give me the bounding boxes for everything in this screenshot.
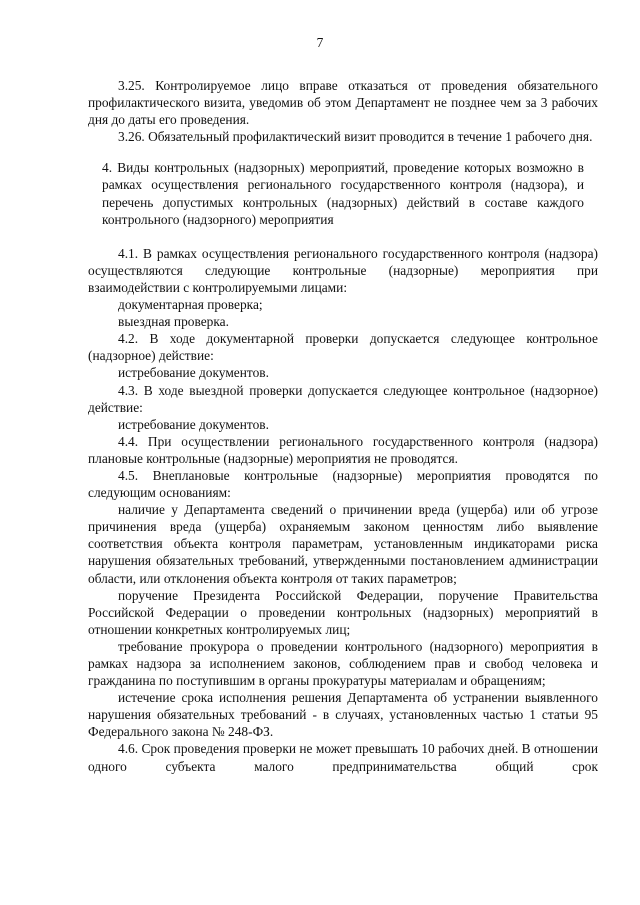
paragraph-4-2: 4.2. В ходе документарной проверки допускается следующее контрольное (надзорное) действие: — [88, 331, 598, 364]
list-item-request-documents-2: истребование документов. — [118, 416, 269, 432]
paragraph-4-4: 4.4. При осуществлении регионального государственного контроля (надзора) плановые контрольные (надзорные) мероприятия не проводятся. — [88, 433, 598, 466]
paragraph-4-1: 4.1. В рамках осуществления регионального государственного контроля (надзора) осуществляются следующие контрольные (надзорные) мероприятия при взаимодействии с контролируемыми лицами: — [88, 245, 598, 295]
paragraph-4-5: 4.5. Внеплановые контрольные (надзорные) мероприятия проводятся по следующим основаниям: — [88, 467, 598, 501]
ground-deadline-expiry: истечение срока исполнения решения Департамента об устранении выявленного нарушения обязательных требований - в случаях, установленных частью 1 статьи 95 Федерального закона № 248-ФЗ. — [88, 690, 598, 740]
ground-harm-information: наличие у Департамента сведений о причинении вреда (ущерба) или об угрозе причинения вреда (ущерба) охраняемым законом ценностям либо выявление соответствия объекта контроля параметрам, установленным индикаторами риска нарушения обязательных требований, утвержденными постановлением администрации области, или отклонения объекта контроля от таких параметров; — [88, 502, 598, 586]
list-item-onsite-check: выездная проверка. — [118, 314, 229, 330]
paragraph-4-3: 4.3. В ходе выездной проверки допускается следующее контрольное (надзорное) действие: — [88, 382, 598, 415]
document-body — [88, 77, 598, 775]
page-number: 7 — [316, 35, 324, 50]
paragraph-3-26: 3.26. Обязательный профилактический визит проводится в течение 1 рабочего дня. — [118, 129, 593, 145]
ground-president-order: поручение Президента Российской Федерации, поручение Правительства Российской Федерации о проведении контрольных (надзорных) мероприятий в отношении конкретных контролируемых лиц; — [88, 587, 598, 637]
ground-prosecutor-demand: требование прокурора о проведении контрольного (надзорного) мероприятия в рамках надзора за исполнением законов, соблюдением прав и свобод человека и гражданина по поступившим в органы прокуратуры материалам и обращениям; — [88, 638, 598, 689]
list-item-documentary-check: документарная проверка; — [118, 297, 263, 313]
paragraph-4-6: 4.6. Срок проведения проверки не может превышать 10 рабочих дней. В отношении одного субъекта малого предпринимательства общий срок — [88, 741, 598, 774]
list-item-request-documents-1: истребование документов. — [118, 365, 269, 381]
section-heading-4: 4. Виды контрольных (надзорных) мероприятий, проведение которых возможно в рамках осуществления регионального государственного контроля (надзора), и перечень допустимых контрольных (надзорных) действий в составе каждого контрольного (надзорного) мероприятия — [102, 160, 584, 227]
paragraph-3-25: 3.25. Контролируемое лицо вправе отказаться от проведения обязательного профилактического визита, уведомив об этом Департамент не позднее чем за 3 рабочих дня до даты его проведения. — [88, 78, 598, 128]
